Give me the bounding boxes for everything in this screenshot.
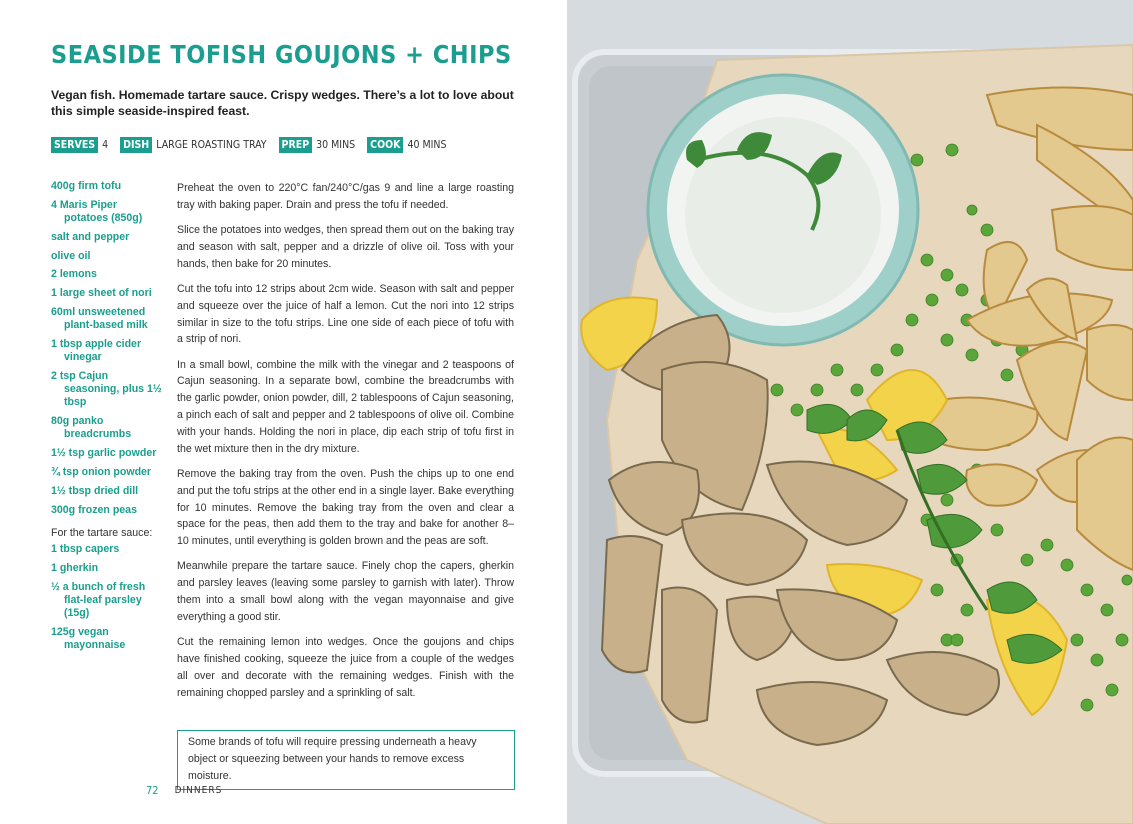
- food-photo-illustration: [567, 0, 1133, 824]
- method-step: Slice the potatoes into wedges, then spread them out on the baking tray and season with salt, pepper and a drizzle of olive oil. Toss with your hands, then bake for 20 minutes.: [177, 224, 514, 270]
- ingredient-item: 400g firm tofu: [51, 180, 122, 192]
- serves-value: 4: [102, 139, 109, 151]
- prep-label: PREP: [279, 137, 313, 153]
- serves-label: SERVES: [51, 137, 98, 153]
- tartare-ingredient-item: 1 tbsp capers: [51, 542, 120, 555]
- ingredients-list: [51, 180, 163, 658]
- cook-value: 40 MINS: [407, 139, 447, 151]
- section-name: DINNERS: [174, 785, 223, 796]
- method-step: In a small bowl, combine the milk with the vinegar and 2 teaspoons of Cajun seasoning. In a separate bowl, combine the breadcrumbs with the garlic powder, onion powder, dill, 2 tablespoons of Cajun seasoning, a pinch each of salt and pepper and 2 tablespoons of olive oil. Combine with your hands. Holding the nori in place, dip each strip of tofu first in the wet mixture then in the dry mixture.: [177, 358, 514, 455]
- ingredient-item: 60ml unsweetened plant-based milk: [51, 305, 148, 332]
- method-step: Remove the baking tray from the oven. Push the chips up to one end and put the tofu strips at the other end in a single layer. Bake everything for 10 minutes. Remove the baking tray from the oven and clear a space for the peas, then add them to the tray and bake for another 8–10 minutes, until everything is golden brown and the peas are soft.: [177, 467, 514, 548]
- method-step: Meanwhile prepare the tartare sauce. Finely chop the capers, gherkin and parsley leaves (leaving some parsley to garnish with later). Throw them into a small bowl along with the vegan mayonnaise and give everything a good stir.: [177, 560, 514, 623]
- recipe-title: SEASIDE TOFISH GOUJONS + CHIPS: [51, 40, 512, 69]
- ingredient-item: 4 Maris Piper potatoes (850g): [51, 198, 143, 224]
- ingredient-item: salt and pepper: [51, 230, 130, 243]
- ingredient-item: 2 lemons: [51, 268, 97, 281]
- recipe-intro: Vegan fish. Homemade tartare sauce. Crispy wedges. There’s a lot to love about this simple seaside-inspired feast.: [51, 88, 514, 118]
- page-number: 72: [146, 784, 159, 797]
- tartare-ingredient-item: 1 gherkin: [51, 561, 99, 574]
- prep-value: 30 MINS: [316, 139, 356, 151]
- method-step: Cut the tofu into 12 strips about 2cm wide. Season with salt and pepper and squeeze over the juice of half a lemon. Cut the nori into 12 strips similar in size to the tofu strips. Line one side of each piece of tofu with a strip of nori.: [177, 282, 514, 346]
- ingredient-item: 1½ tsp garlic powder: [51, 447, 157, 460]
- page-footer: [146, 784, 222, 797]
- recipe-meta: [51, 137, 459, 153]
- ingredient-item: 300g frozen peas: [51, 503, 137, 516]
- ingredient-item: 80g panko breadcrumbs: [51, 415, 132, 441]
- ingredient-item: olive oil: [51, 249, 91, 262]
- ingredient-item: 1 tbsp apple cider vinegar: [51, 337, 142, 364]
- tartare-ingredient-item: ½ a bunch of fresh flat-leaf parsley (15g): [51, 580, 146, 619]
- method-step: Cut the remaining lemon into wedges. Once the goujons and chips have finished cooking, squeeze the juice from a couple of the wedges all over and decorate with the remaining wedges. Finish with the remaining chopped parsley and a sprinkling of salt.: [177, 636, 514, 699]
- recipe-photo: [567, 0, 1133, 824]
- ingredient-item: 1½ tbsp dried dill: [51, 484, 139, 497]
- ingredient-item: ¾ tsp onion powder: [51, 465, 152, 478]
- ingredient-item: 2 tsp Cajun seasoning, plus 1½ tbsp: [51, 369, 162, 409]
- tartare-ingredient-item: 125g vegan mayonnaise: [51, 625, 126, 651]
- cook-label: COOK: [367, 137, 403, 153]
- dish-label: DISH: [120, 137, 152, 153]
- tartare-heading: For the tartare sauce:: [51, 526, 153, 539]
- dish-value: LARGE ROASTING TRAY: [156, 139, 267, 151]
- tartare-bowl: [648, 75, 918, 345]
- method-steps: [177, 180, 514, 710]
- tip-box: Some brands of tofu will require pressing underneath a heavy object or squeezing between your hands to remove excess moisture.: [177, 730, 515, 790]
- ingredient-item: 1 large sheet of nori: [51, 287, 152, 300]
- method-step: Preheat the oven to 220°C fan/240°C/gas 9 and line a large roasting tray with baking paper. Drain and press the tofu if needed.: [177, 182, 514, 211]
